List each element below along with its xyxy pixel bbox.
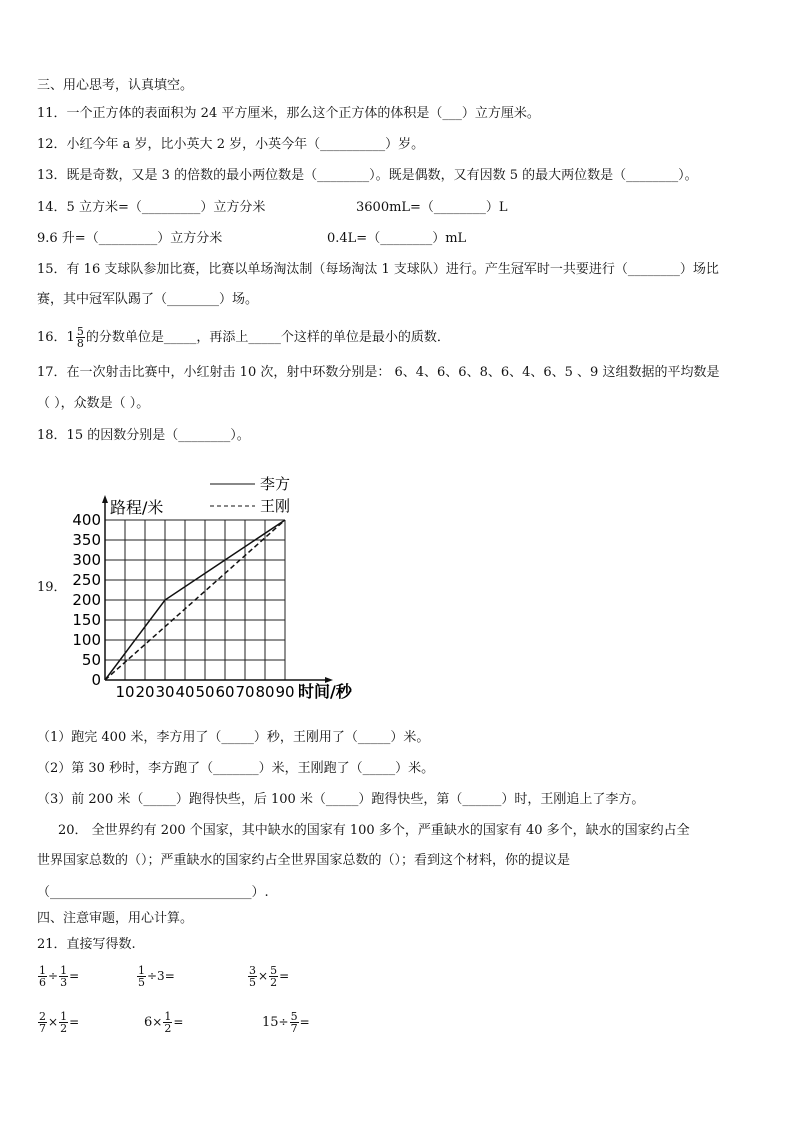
mixed-number-whole: 1: [66, 330, 75, 345]
operator: ×: [152, 1015, 163, 1029]
fraction: [290, 1011, 299, 1034]
chart-axes: [102, 495, 333, 683]
question-19-1: （1）跑完 400 米，李方用了（_____）秒，王刚用了（_____）米。: [37, 730, 430, 745]
fraction-denominator: 5: [138, 976, 145, 989]
equals-sign: =: [173, 1015, 184, 1029]
question-16-text: 的分数单位是_____，再添上_____个这样的单位是最小的质数．: [85, 330, 450, 345]
x-tick-label: 10: [115, 683, 135, 701]
equals-sign: =: [299, 1015, 310, 1029]
fraction: [163, 1011, 172, 1034]
fraction-numerator: 1: [39, 964, 46, 977]
y-tick-label: 200: [72, 591, 101, 609]
fraction-denominator: 2: [60, 1022, 68, 1035]
fraction-denominator: 6: [39, 976, 46, 989]
fraction-numerator: 5: [270, 964, 278, 977]
fraction-numerator: 1: [60, 964, 68, 977]
fraction: [38, 965, 47, 988]
fraction-numerator: 3: [249, 964, 256, 977]
fraction-numerator: 1: [138, 964, 145, 977]
question-12: 12．小红今年 a 岁，比小英大 2 岁，小英今年（__________）岁。: [37, 137, 425, 152]
question-11: 11．一个正方体的表面积为 24 平方厘米，那么这个正方体的体积是（___）立方厘米。: [37, 106, 540, 121]
operator: ×: [258, 969, 269, 983]
equals-sign: =: [279, 969, 290, 983]
fraction-denominator: 8: [76, 337, 84, 350]
x-tick-label: 40: [175, 683, 195, 701]
calc-item-4: [37, 1011, 79, 1034]
calc-item-3: [247, 965, 289, 988]
fraction-numerator: 1: [60, 1010, 68, 1023]
equals-sign: =: [69, 1015, 80, 1029]
fraction-denominator: 7: [39, 1022, 46, 1035]
y-tick-label: 100: [72, 631, 101, 649]
question-20-line-2: 世界国家总数的（）；严重缺水的国家约占全世界国家总数的（）；看到这个材料，你的提议是: [37, 853, 571, 868]
operator: ÷3: [147, 969, 165, 983]
fraction-denominator: 2: [164, 1022, 172, 1035]
calc-item-6: [262, 1011, 310, 1034]
question-16-number: 16．: [37, 330, 67, 345]
question-20-line-1: 20． 全世界约有 200 个国家，其中缺水的国家有 100 多个，严重缺水的国家有 40 多个，缺水的国家约占全: [58, 823, 690, 838]
question-15-line-1: 15．有 16 支球队参加比赛，比赛以单场淘汰制（每场淘汰 1 支球队）进行。产生冠军时一共要进行（________）场比: [37, 262, 719, 277]
fraction: [76, 326, 85, 349]
y-tick-label: 350: [72, 531, 101, 549]
whole-number: 15: [262, 1015, 279, 1030]
y-tick-label: 50: [81, 651, 101, 669]
equals-sign: =: [69, 969, 80, 983]
legend-label: 李方: [260, 475, 291, 493]
fraction: [248, 965, 257, 988]
y-axis-label: 路程/米: [110, 498, 164, 517]
fraction-denominator: 2: [270, 976, 278, 989]
question-19-number: 19．: [37, 580, 67, 595]
y-tick-label: 250: [72, 571, 101, 589]
x-tick-label: 20: [135, 683, 155, 701]
section-heading-3: 三、用心思考，认真填空。: [37, 78, 194, 93]
question-19-2: （2）第 30 秒时，李方跑了（_______）米，王刚跑了（_____）米。: [37, 761, 435, 776]
question-21: 21．直接写得数.: [37, 937, 136, 952]
question-16: [37, 326, 450, 349]
question-18: 18．15 的因数分别是（________）。: [37, 428, 250, 443]
x-tick-label: 30: [155, 683, 175, 701]
fraction-denominator: 7: [290, 1022, 298, 1035]
question-14-c: 9.6 升=（_________）立方分米: [37, 231, 223, 246]
equals-sign: =: [164, 969, 175, 983]
x-tick-label: 60: [215, 683, 235, 701]
question-15-line-2: 赛，其中冠军队踢了（________）场。: [37, 292, 259, 307]
y-tick-label: 300: [72, 551, 101, 569]
fraction: [38, 1011, 47, 1034]
question-17-line-1: 17．在一次射击比赛中，小红射击 10 次，射中环数分别是： 6、4、6、6、8、6、4、6、5 、9 这组数据的平均数是: [37, 365, 720, 380]
calc-item-1: [37, 965, 79, 988]
y-tick-label: 0: [91, 671, 101, 689]
distance-time-chart: [60, 470, 360, 710]
fraction: [59, 1011, 68, 1034]
x-axis-label: 时间/秒: [298, 682, 352, 701]
chart-legend: [210, 475, 290, 515]
fraction: [59, 965, 68, 988]
question-13: 13．既是奇数，又是 3 的倍数的最小两位数是（________）。既是偶数，又有因数 5 的最大两位数是（________）。: [37, 168, 698, 183]
operator: ÷: [278, 1015, 289, 1029]
calc-item-2: [136, 965, 175, 988]
y-axis-arrow: [102, 495, 108, 503]
question-14-a: 14．5 立方米=（_________）立方分米: [37, 200, 266, 215]
fraction-numerator: 1: [164, 1010, 172, 1023]
fraction-numerator: 2: [39, 1010, 46, 1023]
x-tick-label: 80: [255, 683, 275, 701]
operator: ×: [48, 1015, 59, 1029]
question-14-b: 3600mL=（________）L: [356, 200, 508, 215]
legend-label: 王刚: [260, 497, 291, 515]
fraction-numerator: 5: [290, 1010, 298, 1023]
fraction-denominator: 3: [60, 976, 68, 989]
calc-item-5: [144, 1011, 183, 1034]
y-tick-label: 150: [72, 611, 101, 629]
question-20-line-3: （_______________________________）.: [37, 885, 269, 900]
x-tick-label: 70: [235, 683, 255, 701]
question-14-d: 0.4L=（________）mL: [327, 231, 467, 246]
question-17-line-2: （ ），众数是（ ）。: [37, 396, 150, 411]
x-tick-label: 90: [275, 683, 295, 701]
question-19-3: （3）前 200 米（_____）跑得快些，后 100 米（_____）跑得快些，第（______）时，王刚追上了李方。: [37, 792, 645, 807]
operator: ÷: [48, 969, 59, 983]
y-tick-label: 400: [72, 511, 101, 529]
section-heading-4: 四、注意审题，用心计算。: [37, 911, 194, 926]
fraction: [269, 965, 278, 988]
whole-number: 6: [144, 1015, 153, 1030]
fraction: [137, 965, 146, 988]
x-tick-label: 50: [195, 683, 215, 701]
fraction-denominator: 5: [249, 976, 256, 989]
fraction-numerator: 5: [76, 325, 84, 338]
